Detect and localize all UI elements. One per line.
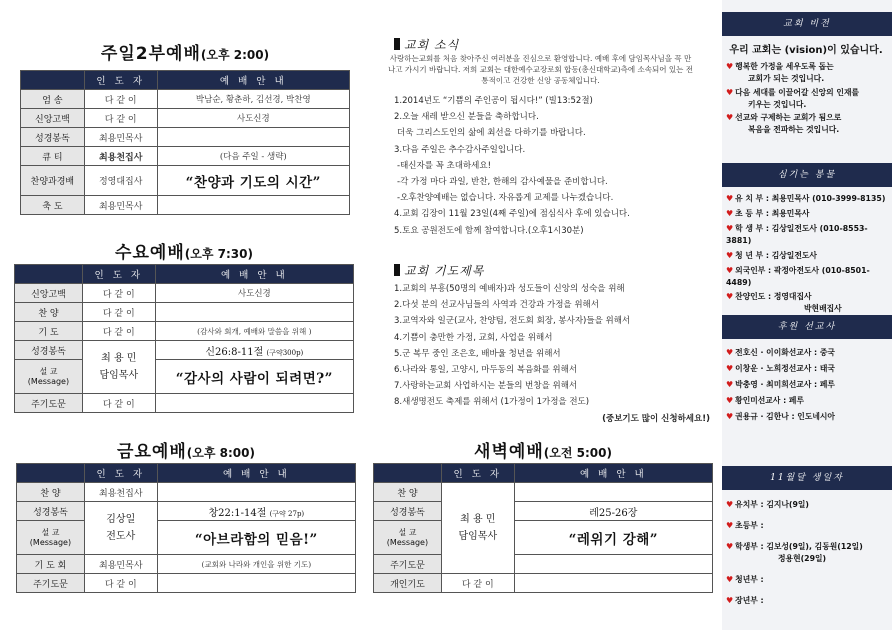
table-row: 기 도 다 같 이 (감사와 회개, 예배와 말씀을 위해 ) [15, 322, 354, 341]
prayer-title: 교회 기도제목 [394, 262, 484, 279]
list-item: -각 가정 마다 과일, 반찬, 한해의 감사예물을 준비합니다. [397, 177, 608, 188]
friday-title: 금요예배(오후 8:00) [117, 442, 255, 462]
prayer-request-header: 심기는 봉물 [722, 163, 892, 187]
table-row: 주기도문 다 같 이 [15, 394, 354, 413]
list-item: 7.사랑하는교회 사업하시는 분들의 번창을 위해서 [394, 381, 578, 392]
list-item: 2.다섯 분의 선교사님들의 사역과 건강과 가정을 위해서 [394, 300, 599, 311]
list-item: ♥ 찬양인도 : 정영대집사 박현배집사 [726, 292, 842, 314]
list-item: 2.오늘 새레 받으신 분들을 축하합니다. [394, 112, 539, 123]
list-item: ♥ 초등부 : [726, 521, 764, 530]
list-item: ♥ 선교와 구제하는 교회가 됨으로 복음을 전파하는 것입니다. [726, 113, 842, 135]
heart-icon: ♥ [726, 113, 734, 123]
heart-icon: ♥ [726, 595, 734, 605]
table-row: 설 교 (Message) “아브라함의 믿음!” [17, 521, 356, 555]
list-item: ♥ 장년부 : [726, 595, 764, 605]
heart-icon: ♥ [726, 380, 734, 389]
list-item: 4.기쁨이 충만한 가정, 교회, 사업을 위해서 [394, 332, 553, 343]
table-row: 주기도문 다 같 이 [17, 574, 356, 593]
list-item: ♥ 전호신 · 이이화선교사 : 중국 [726, 348, 835, 357]
vision-box [726, 43, 886, 138]
table-row: 축 도 최용민목사 [21, 196, 350, 215]
table-row: 찬 양 최 용 민 담임목사 [374, 483, 713, 502]
prayer-request-box [726, 193, 886, 330]
table-row: 성경봉독 레25-26장 [374, 502, 713, 521]
friday-table: 인 도 자 예 배 안 내 찬 양 최용천집사 성경봉독 김상일 전도사 창22:1-14절 (구약 27p) 설 교 (Message) “아브라함의 믿음!” 기 도 회 최용민목사 (교회와 나라와 개인을 위한 기도) 주기도문 다 같 이 [16, 463, 356, 593]
list-item: ♥ 박충영 · 최미희선교사 : 페루 [726, 380, 835, 389]
birthdays-box [726, 499, 886, 616]
heart-icon: ♥ [726, 292, 734, 302]
list-item: ♥ 황인미선교사 : 페루 [726, 396, 804, 405]
heart-icon: ♥ [726, 574, 734, 584]
heart-icon: ♥ [726, 500, 734, 509]
sunday-title: 주일2부예배(오후 2:00) [100, 44, 270, 64]
heart-icon: ♥ [726, 521, 734, 530]
table-row: 찬양과경배 정영대집사 “찬양과 기도의 시간” [21, 166, 350, 196]
table-row: 찬 양 다 같 이 [15, 303, 354, 322]
table-row: 주기도문 [374, 555, 713, 574]
list-item: ♥ 학생부 : 김보성(9일), 김동원(12일) 정용현(29일) [726, 542, 863, 563]
dawn-table: 인 도 자 예 배 안 내 찬 양 최 용 민 담임목사 성경봉독 레25-26장 설 교 (Message) “레위기 강해” 주기도문 개인기도 다 같 이 [373, 463, 713, 593]
wednesday-preacher: 최 용 민 담임목사 [82, 341, 155, 394]
prayer-closing: (중보기도 많이 신청하세요!) [602, 413, 710, 424]
table-row: 설 교 (Message) “레위기 강해” [374, 521, 713, 555]
news-list [394, 93, 714, 239]
birthdays-header: 11월달 생일자 [722, 466, 892, 490]
heart-icon: ♥ [726, 87, 734, 97]
list-item: 1.2014년도 “기쁨의 주인공이 됩시다!” (빌13:52절) [394, 96, 593, 106]
vision-title: 우리 교회는 (vision)이 있습니다. [729, 45, 883, 56]
heart-icon: ♥ [726, 542, 734, 551]
heart-icon: ♥ [726, 265, 734, 275]
table-row: 개인기도 다 같 이 [374, 574, 713, 593]
heart-icon: ♥ [726, 62, 734, 71]
square-bullet-icon [394, 38, 400, 50]
greeting-text: 사랑하는교회를 처음 찾아주신 여러분을 진심으로 환영합니다. 예배 후에 담임목사님을 꼭 만나고 가시기 바랍니다. 저희 교회는 대한예수교장로회 합동(총신대학교)측에 소속되어 있는 전통적이고 건강한 신앙 공동체입니다. [388, 54, 693, 85]
list-item: 5.군 복무 중인 조은호, 배바울 청년을 위해서 [394, 348, 561, 359]
table-row: 큐 티 최용천집사 (다음 주일 - 생략) [21, 147, 350, 166]
table-row: 신앙고백 다 같 이 사도신경 [21, 109, 350, 128]
list-item: ♥ 다음 세대를 이끌어갈 신앙의 인재를 키우는 것입니다. [726, 87, 860, 109]
friday-preacher: 김상일 전도사 [84, 502, 157, 555]
list-item: ♥ 청년부 : [726, 574, 764, 584]
table-row: 설 교 (Message) “감사의 사람이 되려면?” [15, 360, 354, 394]
heart-icon: ♥ [726, 364, 734, 373]
table-row: 엄 송 다 같 이 박남순, 황춘하, 김선경, 박찬영 [21, 90, 350, 109]
list-item: ♥ 초 등 부 : 최용민목사 [726, 209, 810, 218]
list-item: ♥ 외국인부 : 곽정아전도사 (010-8501-4489) [726, 265, 870, 287]
list-item: ♥ 유 치 부 : 최용민목사 (010-3999-8135) [726, 194, 886, 203]
table-row: 성경봉독 최 용 민 담임목사 신26:8-11절 (구약300p) [15, 341, 354, 360]
heart-icon: ♥ [726, 250, 734, 260]
list-item: 6.나라와 통일, 고양시, 마두동의 복음화를 위해서 [394, 365, 578, 376]
list-item: 더욱 그리스도인의 삶에 최선을 다하기를 바랍니다. [397, 128, 586, 139]
list-item: 8.새생명전도 축제를 위해서 (1가정이 1가정을 전도) [394, 397, 590, 408]
list-item: ♥ 권용규 · 김한나 : 인도네시아 [726, 412, 835, 421]
vision-header: 교회 비전 [722, 12, 892, 36]
square-bullet-icon [394, 264, 400, 276]
heart-icon: ♥ [726, 396, 734, 405]
prayer-list [394, 281, 714, 427]
news-title: 교회 소식 [394, 36, 459, 53]
list-item: -오후찬양예배는 없습니다. 자유롭게 교제를 나누겠습니다. [397, 193, 614, 204]
list-item: 3.다음 주일은 추수감사주일입니다. [394, 144, 526, 155]
list-item: ♥ 유치부 : 김지나(9일) [726, 500, 809, 509]
table-row: 신앙고백 다 같 이 사도신경 [15, 284, 354, 303]
missions-box [726, 347, 886, 427]
sunday-table: 인 도 자 예 배 안 내 엄 송 다 같 이 박남순, 황춘하, 김선경, 박찬영 신앙고백 다 같 이 사도신경 성경봉독 최용민목사 큐 티 최용천집사 (다음 주일 - 생략) 찬양과경배 정영대집사 “찬양과 기도의 시간” 축 도 최용민목사 [20, 70, 350, 215]
table-row: 성경봉독 김상일 전도사 창22:1-14절 (구약 27p) [17, 502, 356, 521]
heart-icon: ♥ [726, 209, 734, 218]
wednesday-title: 수요예배(오후 7:30) [115, 243, 253, 263]
list-item: ♥ 행복한 가정을 세우도록 돕는 교회가 되는 것입니다. [726, 62, 834, 83]
heart-icon: ♥ [726, 412, 734, 421]
heart-icon: ♥ [726, 224, 734, 233]
list-item: -태신자를 꼭 초대하세요! [397, 160, 491, 171]
list-item: ♥ 청 년 부 : 김상일전도사 [726, 250, 817, 260]
heart-icon: ♥ [726, 194, 734, 203]
list-item: ♥ 이창운 · 노희정선교사 : 태국 [726, 364, 835, 373]
missions-header: 후원 선교사 [722, 315, 892, 339]
table-row: 성경봉독 최용민목사 [21, 128, 350, 147]
table-row: 찬 양 최용천집사 [17, 483, 356, 502]
dawn-preacher: 최 용 민 담임목사 [441, 483, 514, 574]
list-item: 5.토요 공원전도에 함께 참여합니다.(오후1시30분) [394, 225, 584, 236]
list-item: 4.교회 김장이 11월 23일(4째 주일)에 점심식사 후에 있습니다. [394, 209, 630, 220]
heart-icon: ♥ [726, 348, 734, 357]
dawn-title: 새벽예배(오전 5:00) [474, 442, 612, 462]
list-item: 1.교회의 부흥(50명의 예배자)과 성도들이 신앙의 성숙을 위해 [394, 284, 625, 294]
table-row: 기 도 회 최용민목사 (교회와 나라와 개인을 위한 기도) [17, 555, 356, 574]
wednesday-table: 인 도 자 예 배 안 내 신앙고백 다 같 이 사도신경 찬 양 다 같 이 기 도 다 같 이 (감사와 회개, 예배와 말씀을 위해 ) 성경봉독 최 용 민 담임목사 신26:8-11절 (구약300p) 설 교 (Message) “감사의 사람이 되려면?” 주기도문 다 같 이 [14, 264, 354, 413]
list-item: ♥ 학 생 부 : 김상일전도사 (010-8553-3881) [726, 224, 868, 245]
list-item: 3.교역자와 일군(교사, 찬양팀, 전도회 회장, 봉사자)들을 위해서 [394, 316, 631, 327]
